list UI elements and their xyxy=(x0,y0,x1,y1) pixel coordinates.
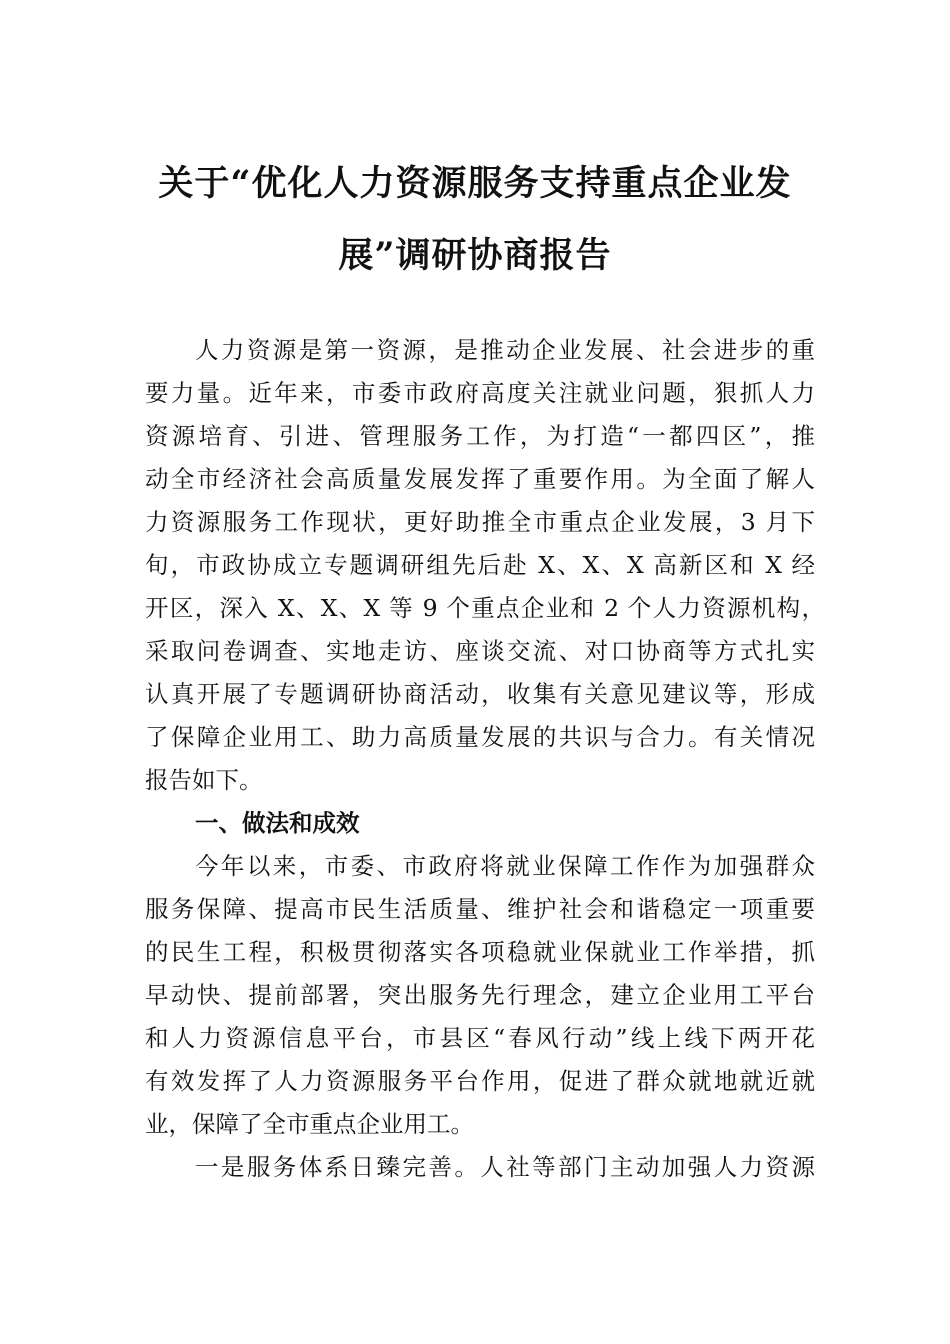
paragraph-1-line: 认真开展了专题调研协商活动，收集有关意见建议等，形成 xyxy=(145,680,815,708)
paragraph-2-line: 服务保障、提高市民生活质量、维护社会和谐稳定一项重要 xyxy=(145,895,815,923)
paragraph-1-line: 要力量。近年来，市委市政府高度关注就业问题，狠抓人力 xyxy=(145,379,815,407)
paragraph-1-line: 开区，深入 X、X、X 等 9 个重点企业和 2 个人力资源机构， xyxy=(145,594,825,622)
document-title-line-2: 展”调研协商报告 xyxy=(338,235,612,276)
paragraph-1-line: 资源培育、引进、管理服务工作，为打造“一都四区”，推 xyxy=(145,422,815,450)
section-1-heading: 一、做法和成效 xyxy=(195,809,360,837)
document-title-line-1: 关于“优化人力资源服务支持重点企业发 xyxy=(158,163,792,204)
paragraph-3-line: 一是服务体系日臻完善。人社等部门主动加强人力资源 xyxy=(195,1153,815,1181)
paragraph-1-line: 采取问卷调查、实地走访、座谈交流、对口协商等方式扎实 xyxy=(145,637,815,665)
paragraph-1-line: 报告如下。 xyxy=(145,766,263,794)
paragraph-2-line: 和人力资源信息平台，市县区“春风行动”线上线下两开花 xyxy=(145,1024,815,1052)
paragraph-2-line: 今年以来，市委、市政府将就业保障工作作为加强群众 xyxy=(195,852,815,880)
paragraph-1-line: 旬，市政协成立专题调研组先后赴 X、X、X 高新区和 X 经 xyxy=(145,551,815,579)
paragraph-1-line: 了保障企业用工、助力高质量发展的共识与合力。有关情况 xyxy=(145,723,815,751)
paragraph-2-line: 业，保障了全市重点企业用工。 xyxy=(145,1110,474,1138)
paragraph-2-line: 早动快、提前部署，突出服务先行理念，建立企业用工平台 xyxy=(145,981,815,1009)
paragraph-1-line: 人力资源是第一资源，是推动企业发展、社会进步的重 xyxy=(195,336,815,364)
paragraph-2-line: 有效发挥了人力资源服务平台作用，促进了群众就地就近就 xyxy=(145,1067,815,1095)
paragraph-1-line: 力资源服务工作现状，更好助推全市重点企业发展，3 月下 xyxy=(145,508,815,536)
paragraph-2-line: 的民生工程，积极贯彻落实各项稳就业保就业工作举措，抓 xyxy=(145,938,815,966)
paragraph-1-line: 动全市经济社会高质量发展发挥了重要作用。为全面了解人 xyxy=(145,465,815,493)
